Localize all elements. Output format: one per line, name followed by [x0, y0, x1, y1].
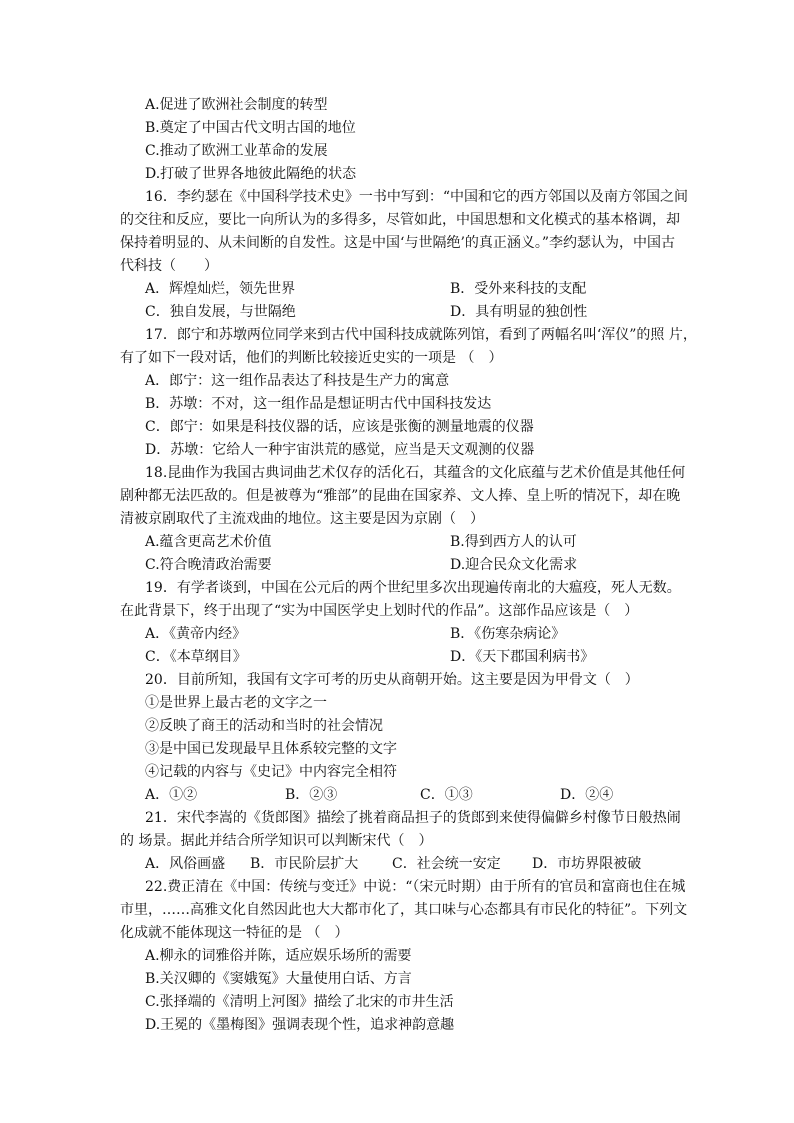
q19-stem-line: 19．有学者谈到，中国在公元后的两个世纪里多次出现遍传南北的大瘟疫，死人无数。	[145, 580, 681, 596]
q15-option-b: B.奠定了中国古代文明古国的地位	[145, 120, 356, 136]
q21-stem-line: 21．宋代李嵩的《货郎图》描绘了挑着商品担子的货郎到来使得偏僻乡村像节日般热闹	[145, 810, 681, 826]
q17-stem-line: 有了如下一段对话，他们的判断比较接近史实的一项是 （ ）	[120, 350, 503, 366]
q22-stem-line: 22.费正清在《中国：传统与变迁》中说：“（宋元时期）由于所有的官员和富商也住在城	[145, 879, 686, 895]
q17-option-c: C．郎宁：如果是科技仪器的话，应该是张衡的测量地震的仪器	[145, 419, 534, 435]
q16-stem-line: 保持着明显的、从未间断的自发性。这是中国‘与世隔绝’的真正涵义。”李约瑟认为，中国古	[120, 235, 676, 251]
q22-option-c: C.张择端的《清明上河图》描绘了北宋的市井生活	[145, 994, 454, 1010]
q16-stem-line: 16．李约瑟在《中国科学技术史》一书中写到：“中国和它的西方邻国以及南方邻国之间	[145, 189, 688, 205]
q18-option-b: B.得到西方人的认可	[450, 534, 577, 550]
q18-stem-line: 18.昆曲作为我国古典词曲艺术仅存的活化石，其蕴含的文化底蕴与艺术价值是其他任何	[145, 465, 686, 481]
q15-option-c: C.推动了欧洲工业革命的发展	[145, 143, 328, 159]
q16-option-a: A．辉煌灿烂，领先世界	[145, 281, 296, 297]
q15-option-a: A.促进了欧洲社会制度的转型	[145, 97, 328, 113]
q17-option-d: D．苏墩：它给人一种宇宙洪荒的感觉，应当是天文观测的仪器	[145, 442, 535, 458]
q21-option-d: D．市坊界限被破	[532, 856, 642, 872]
q22-option-a: A.柳永的词雅俗并陈，适应娱乐场所的需要	[145, 948, 412, 964]
q16-option-d: D．具有明显的独创性	[450, 304, 588, 320]
q16-stem-line: 的交往和反应，要比一向所认为的多得多，尽管如此，中国思想和文化模式的基本格调，却	[120, 212, 680, 228]
q20-option-a: A．①②	[145, 787, 198, 803]
q17-stem-line: 17．郎宁和苏墩两位同学来到古代中国科技成就陈列馆，看到了两幅名叫‘浑仪”的照 片，	[145, 327, 697, 343]
q19-option-c: C．《本草纲目》	[145, 649, 247, 665]
q16-option-b: B．受外来科技的支配	[450, 281, 587, 297]
q17-option-b: B．苏墩：不对，这一组作品是想证明古代中国科技发达	[145, 396, 492, 412]
q19-option-a: A．《黄帝内经》	[145, 626, 247, 642]
q21-option-b: B．市民阶层扩大	[250, 856, 359, 872]
q15-option-d: D.打破了世界各地彼此隔绝的状态	[145, 166, 357, 182]
q19-option-d: D．《天下郡国利病书》	[450, 649, 595, 665]
q22-option-b: B.关汉卿的《窦娥冤》大量使用白话、方言	[145, 971, 412, 987]
q19-option-b: B．《伤寒杂病论》	[450, 626, 566, 642]
q18-stem-line: 清被京剧取代了主流戏曲的地位。这主要是因为京剧（ ）	[120, 511, 484, 527]
q17-option-a: A．郎宁：这一组作品表达了科技是生产力的寓意	[145, 373, 450, 389]
q18-stem-line: 剧种都无法匹敌的。但是被尊为“雅部”的昆曲在国家养、文人捧、皇上听的情况下，却在晚	[120, 488, 681, 504]
q18-option-a: A.蕴含更高艺术价值	[145, 534, 272, 550]
q22-stem-line: 市里，……高雅文化自然因此也大大都市化了，其口味与心态都具有市民化的特征”。下列文	[120, 902, 688, 918]
q20-item-4: ④记载的内容与《史记》中内容完全相符	[145, 764, 397, 780]
q21-stem-line: 的 场景。据此并结合所学知识可以判断宋代（ ）	[120, 833, 433, 849]
q16-stem-line: 代科技（ ）	[120, 258, 218, 274]
q20-option-b: B．②③	[285, 787, 338, 803]
q20-item-2: ②反映了商王的活动和当时的社会情况	[145, 718, 383, 734]
q19-stem-line: 在此背景下，终于出现了“实为中国医学史上划时代的作品”。这部作品应该是（ ）	[120, 603, 639, 619]
q20-option-d: D．②④	[560, 787, 614, 803]
q21-option-a: A．风俗画盛	[145, 856, 226, 872]
q16-option-c: C．独自发展，与世隔绝	[145, 304, 296, 320]
q20-item-1: ①是世界上最古老的文字之一	[145, 695, 327, 711]
q21-option-c: C．社会统一安定	[392, 856, 501, 872]
q22-option-d: D.王冕的《墨梅图》强调表现个性，追求神韵意趣	[145, 1017, 455, 1033]
q22-stem-line: 化成就不能体现这一特征的是 （ ）	[120, 925, 349, 941]
q20-stem-line: 20．目前所知，我国有文字可考的历史从商朝开始。这主要是因为甲骨文（ ）	[145, 672, 639, 688]
q18-option-d: D.迎合民众文化需求	[450, 557, 578, 573]
q18-option-c: C.符合晚清政治需要	[145, 557, 272, 573]
q20-item-3: ③是中国已发现最早且体系较完整的文字	[145, 741, 397, 757]
q20-option-c: C．①③	[420, 787, 473, 803]
